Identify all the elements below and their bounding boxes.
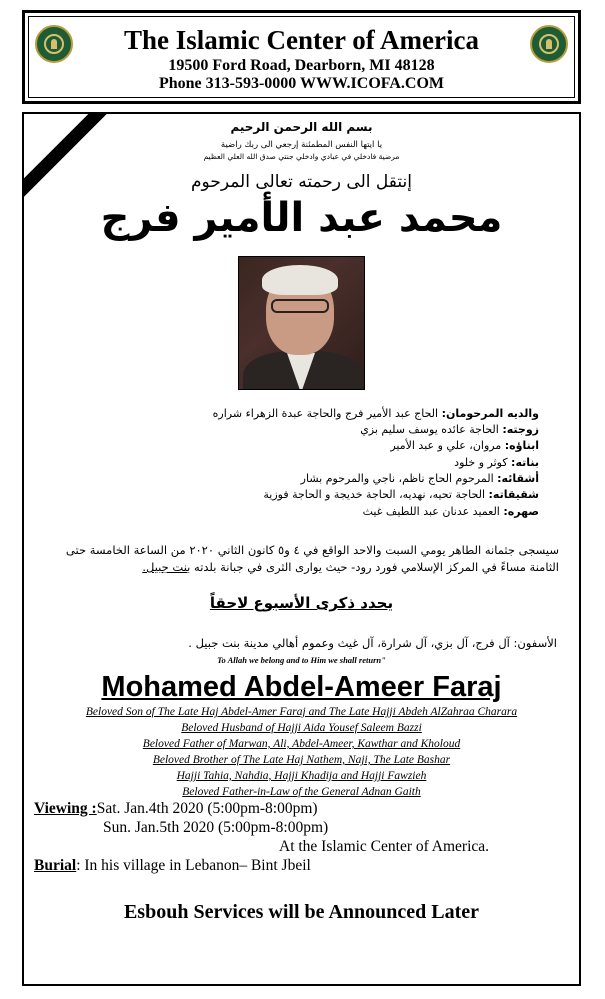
beloved-husband-line: Beloved Husband of Hajji Aida Yousef Saleem Bazzi	[181, 722, 422, 734]
beloved-brother-line: Beloved Brother of The Late Haj Nathem, Naji, The Late Bashar	[152, 754, 451, 766]
beloved-son-line: Beloved Son of The Late Haj Abdel-Amer Faraj and The Late Hajji Abdeh AlZahraa Charara	[85, 706, 518, 718]
burial-line: Burial: In his village in Lebanon– Bint Jbeil	[34, 857, 311, 874]
center-seal-icon	[35, 25, 73, 63]
week-memorial-note: يحدد ذكرى الأسبوع لاحقاً	[209, 594, 394, 612]
center-phone: Phone 313-593-0000 WWW.ICOFA.COM	[158, 75, 445, 92]
beloved-father-in-law-line: Beloved Father-in-Law of the General Adnan Gaith	[182, 786, 421, 798]
english-deceased-name: Mohamed Abdel-Ameer Faraj	[101, 671, 502, 703]
daughters-line: بناته: كوثر و خلود	[454, 456, 539, 469]
viewing-place: At the Islamic Center of America.	[279, 838, 490, 855]
viewing-line-2: Sun. Jan.5th 2020 (5:00pm-8:00pm)	[103, 819, 329, 836]
center-title: The Islamic Center of America	[124, 25, 479, 55]
brothers-line: أشقائه: المرحوم الحاج ناظم، ناجي والمرحوم بشار	[300, 472, 539, 485]
beloved-sisters-line: Hajji Tahia, Nahdia, Hajji Khadija and Hajji Fawzieh	[176, 770, 427, 782]
son-in-law-line: صهره: العميد عدنان عبد اللطيف غيث	[362, 505, 539, 518]
inna-lillah-english: To Allah we belong and to Him we shall return"	[217, 655, 386, 665]
center-seal-icon	[530, 25, 568, 63]
quran-verse-1: يا ايتها النفس المطمئنة إرجعي الى ربك راضية	[220, 140, 383, 150]
parents-line: والديه المرحومان: الحاج عبد الأمير فرج والحاجة عبدة الزهراء شراره	[212, 407, 539, 420]
passed-away-text: إنتقل الى رحمته تعالى المرحوم	[191, 172, 412, 192]
esbouh-announcement: Esbouh Services will be Announced Later	[123, 901, 480, 923]
arabic-deceased-name: محمد عبد الأمير فرج	[100, 195, 503, 241]
mourning-families: الأسفون: آل فرج، آل بزي، آل شرارة، آل غيث وعموم أهالي مدينة بنت جبيل .	[188, 636, 557, 650]
beloved-father-line: Beloved Father of Marwan, Ali, Abdel-Ameer, Kawthar and Kholoud	[142, 738, 461, 750]
header-box	[22, 10, 581, 104]
quran-verse-2: مرضية فادخلي في عبادي وادخلي جنتي صدق الله العلي العظيم	[203, 152, 400, 161]
sons-line: ابناؤه: مروان، علي و عبد الأمير	[390, 439, 539, 452]
wife-line: زوجته: الحاجة عائده يوسف سليم بزي	[360, 423, 539, 436]
basmala: بسم الله الرحمن الرحيم	[230, 120, 373, 134]
obituary-box	[22, 112, 581, 986]
funeral-paragraph: سيسجى جثمانه الطاهر يومي السبت والاحد الواقع في ٤ و٥ كانون الثاني ٢٠٢٠ من الساعة الخامسة حتى الثامنة مساءً في المركز الإسلامي فورد رود- حيث يوارى الثرى في جبانة بلدته بنت جبيل.	[65, 543, 559, 574]
viewing-line-1: Viewing :Sat. Jan.4th 2020 (5:00pm-8:00pm)	[34, 800, 318, 817]
sisters-line: شقيقاته: الحاجة تحيه، نهديه، الحاجة خديجة و الحاجة فوزية	[263, 488, 539, 501]
deceased-photo	[238, 256, 365, 390]
center-address: 19500 Ford Road, Dearborn, MI 48128	[168, 57, 435, 74]
